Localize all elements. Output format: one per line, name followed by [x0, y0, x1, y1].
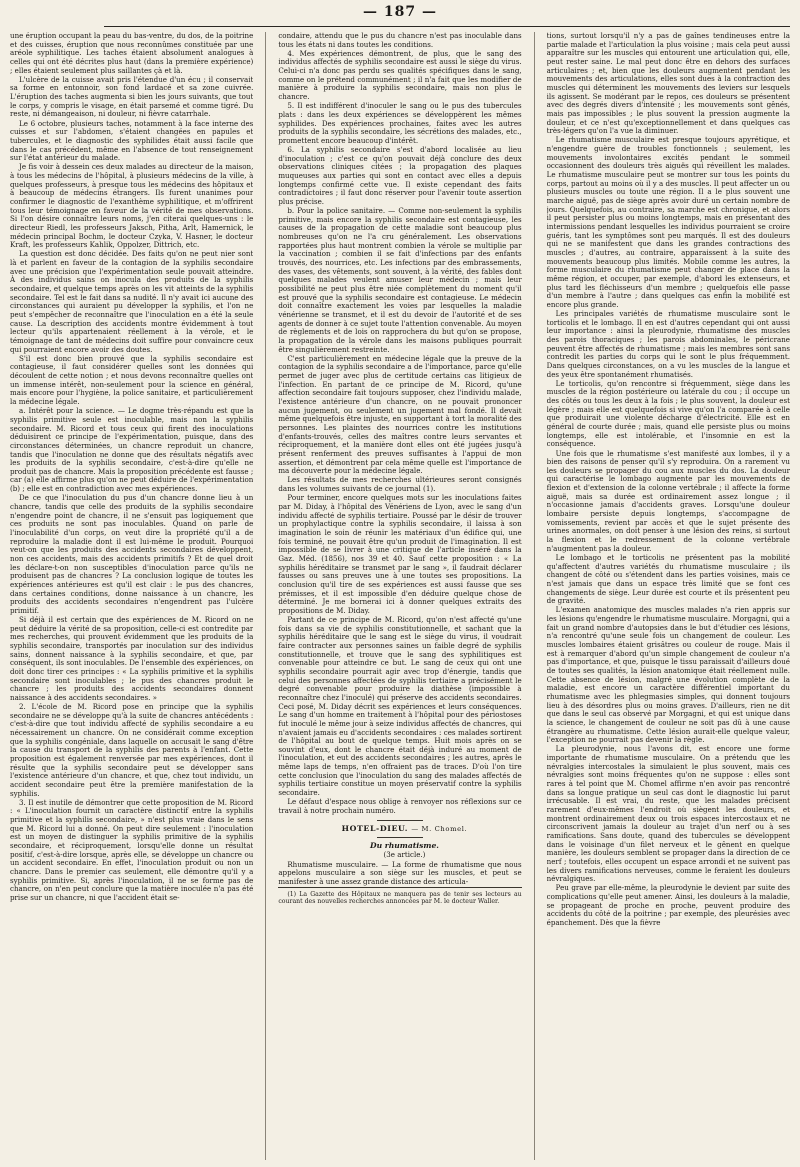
paragraph: 2. L'école de M. Ricord pose en principe que la syphilis secondaire ne se développe qu'à la suite de chancres antécédents : c'est-à-dire que tout individu affecté de syphilis secondaire a eu nécessairement un chancre. On ne considérait comme exception que la syphilis congéniale, dans laquelle on accusait le sang d'être la cause du transport de la syphilis des parents à l'enfant. Cette proposition est également renversée par mes expériences, dont il résulte que la syphilis secondaire peut se développer sans l'existence antérieure d'un chancre, et que, chez tout individu, un accident secondaire peut être la première manifestation de la syphilis.: [10, 702, 254, 798]
paragraph: Si déjà il est certain que des expériences de M. Ricord on ne peut déduire la vérité de sa proposition, celle-ci est contredite par mes recherches, qui prouvent évidemment que les produits de la syphilis secondaire, transportés par inoculation sur des individus sains, donnent naissance à la syphilis secondaire, et que, par conséquent, ils sont inoculables. De l'ensemble des expériences, on doit donc tirer ces principes : « La syphilis primitive et la syphilis secondaire sont inoculables ; le pus des chancres produit le chancre ; les produits des accidents secondaires donnent naissance à des accidents secondaires. »: [10, 614, 254, 702]
paragraph: Je fis voir à dessein ces deux malades au directeur de la maison, à tous les médecins de l'hôpital, à plusieurs médecins de la ville, à quelques professeurs, à presque tous les médecins des hôpitaux et à beaucoup de médecins étrangers. Ils furent unanimes pour confirmer le diagnostic de l'exanthème syphilitique, et m'offrirent tous leur témoignage en faveur de la vérité de mes observations. Si l'on désire connaître leurs noms, j'en citerai quelques-uns : le directeur Riedl, les professeurs Jaksch, Pitha, Arlt, Hamernick, le médecin principal Bochm, le docteur Czyka, V. Hasner, le docteur Kraft, les professeurs Kahlik, Oppolzer, Dittrich, etc.: [10, 162, 254, 250]
paragraph: C'est particulièrement en médecine légale que la preuve de la contagion de la syphilis secondaire a de l'importance, parce qu'elle permet de juger avec plus de certitude certains cas litigieux de l'infection. En partant de ce principe de M. Ricord, qu'une affection secondaire fait toujours supposer, chez l'individu malade, l'existence antérieure d'un chancre, on ne pouvait prononcer aucun jugement, ou seulement un jugement mal fondé. Il devait même quelquefois être injuste, en supportant à tort la moralité des personnes. Les plaintes des nourrices contre les institutions d'enfants-trouvés, celles des maîtres contre leurs servantes et réciproquement, et la manière dont elles ont été jugées jusqu'à présent renferment des preuves suffisantes à l'appui de mon assertion, et démontrent par cela même quelle est l'importance de ma découverte pour la médecine légale.: [278, 353, 522, 476]
paragraph: Les résultats de mes recherches ultérieures seront consignés dans les volumes suivants de ce journal (1).: [278, 475, 522, 494]
paragraph: Partant de ce principe de M. Ricord, qu'on n'est affecté qu'une fois dans sa vie de syphilis constitutionnelle, et sachant que la syphilis héréditaire que le sang est le siège du virus, il voudrait faire contracter aux personnes saines un faible degré de syphilis constitutionnelle, et trouve que le sang des syphilitiques est convenable pour atteindre ce but. Le sang de ceux qui ont une syphilis secondaire pourrait agir avec trop d'énergie, tandis que celui des personnes affectées de syphilis tertiaire a précisément le degré convenable pour produire la diathèse (impossible à reconnaître chez l'inoculé) qui préserve des accidents secondaires. Ceci posé, M. Diday décrit ses expériences et leurs conséquences. Le sang d'un homme en traitement à l'hôpital pour des périostoses fut inoculé le même jour à seize individus affectés de chancres, qui n'avaient jamais eu d'accidents secondaires : ces malades sortirent de l'hôpital au bout de quelque temps. Huit mois après on se souvint d'eux, dont le chancre était déjà induré au moment de l'inoculation, et eut des accidents secondaires ; les autres, après le même laps de temps, n'en offraient pas de traces. D'où l'on tire cette conclusion que l'inoculation du sang des malades affectés de syphilis tertiaire constitue un moyen préservatif contre la syphilis secondaire.: [278, 614, 522, 798]
paragraph: Les principales variétés de rhumatisme musculaire sont le torticolis et le lombago. Il en est d'autres cependant qui ont aussi leur importance : ainsi la pleurodynie, rhumatisme des muscles des parois thoraciques ; les parois abdominales, le péricrane peuvent être affectés de rhumatisme ; mais les membres sont sans contredit les parties du corps qui le sont le plus fréquemment. Dans quelques circonstances, on a vu les muscles de la langue et des yeux être spontanément rhumatisés.: [546, 309, 790, 379]
section-article-number: (3e article.): [383, 850, 426, 860]
section-subtitle: Du rhumatisme.: [370, 841, 439, 851]
paragraph: 6. La syphilis secondaire s'est d'abord localisée au lieu d'inoculation ; c'est ce qu'on pouvait déjà conclure des deux observations cliniques citées ; la propagation des plaques muqueuses aux parties qui sont en contact avec elles a depuis longtemps confirmé cette vue. Il existe cependant des faits contradictoires ; il faut donc réserver pour l'avenir toute assertion plus précise.: [278, 145, 522, 206]
paragraph: De ce que l'inoculation du pus d'un chancre donne lieu à un chancre, tandis que celle des produits de la syphilis secondaire n'engendre point de chancre, il ne s'ensuit pas logiquement que ces produits ne sont pas inoculables. Quand on parle de l'inoculabilité d'un corps, on veut dire la propriété qu'il a de reproduire la maladie dont il est lui-même le produit. Pourquoi veut-on que les produits des accidents secondaires développent, non ces accidents, mais des accidents primitifs ? Et de quel droit les déclare-t-on non susceptibles d'inoculation parce qu'ils ne produisent pas de chancres ? La conclusion logique de toutes les expériences antérieures est qu'il est clair : le pus des chancres, dans certaines conditions, donne naissance à un chancre, les produits des accidents secondaires n'engendrent pas l'ulcère primitif.: [10, 493, 254, 615]
paragraph: Une fois que le rhumatisme s'est manifesté aux lombes, il y a bien des raisons de penser qu'il s'y reproduira. On a rarement vu les douleurs se propager du cou aux muscles du dos. La douleur qui caractérise le lombago augmente par les mouvements de flexion et d'extension de la colonne vertébrale ; il affecte la forme aiguë, mais sa durée est ordinairement assez longue ; il n'occasionne jamais d'accidents graves. Lorsqu'une douleur lombaire persiste depuis longtemps, s'accompagne de vomissements, revient par accès et que le sujet présente des urines anormales, on doit penser à une lésion des reins, si surtout la flexion et le redressement de la colonne vertébrale n'augmentent pas la douleur.: [546, 448, 790, 553]
paragraph: S'il est donc bien prouvé que la syphilis secondaire est contagieuse, il faut considérer quelles sont les données qui découlent de cette notion ; et nous devons reconnaître quelles ont un immense intérêt, non-seulement pour la science en général, mais encore pour l'hygiène, la police sanitaire, et particulièrement la médecine légale.: [10, 353, 254, 407]
paragraph: Pour terminer, encore quelques mots sur les inoculations faites par M. Diday, à l'hôpital des Vénériens de Lyon, avec le sang d'un individu affecté de syphilis tertiaire. Poussé par le désir de trouver un prophylactique contre la syphilis secondaire, il laissa à son imagination le soin de réunir les matériaux d'un édifice qui, une fois terminé, ne pouvait être qu'un produit de l'imagination. Il est impossible de se livrer à une critique de l'article inséré dans la Gaz. Méd. (1856), nos 39 et 40. Sauf cette proposition : « La syphilis héréditaire se transmet par le sang », il faudrait déclarer fausses ou sans preuves une à une toutes ses propositions. La conclusion qu'il tire de ses expériences est aussi fausse que ses prémisses, et il est impossible d'en déduire quelque chose de déterminé. Je me bornerai ici à donner quelques extraits des propositions de M. Diday.: [278, 493, 522, 615]
page-number: — 187 —: [363, 4, 437, 20]
paragraph: Le lombago et le torticolis ne présentent pas la mobilité qu'affectent d'autres variétés du rhumatisme musculaire ; ils changent de côté ou s'étendent dans les parties voisines, mais ce n'est jamais que dans un espace très limité que se font ces changements de siège. Leur durée est courte et ils présentent peu de gravité.: [546, 552, 790, 606]
paragraph: 4. Mes expériences démontrent, de plus, que le sang des individus affectés de syphilis secondaire est aussi le siège du virus. Celui-ci n'a donc pas perdu ses qualités spécifiques dans le sang, comme on le prétend communément ; il n'a fait que les modifier de manière à produire la syphilis secondaire, mais non plus le chancre.: [278, 48, 522, 102]
paragraph: une éruption occupant la peau du bas-ventre, du dos, de la poitrine et des cuisses, éruption que nous reconnûmes constituée par une aréole syphilitique. Les taches étaient absolument analogues à celles qui ont été décrites plus haut (dans la première expérience) ; elles étaient seulement plus saillantes çà et là.: [10, 32, 254, 75]
column-divider: [534, 32, 535, 1160]
paragraph: Le torticolis, qu'on rencontre si fréquemment, siège dans les muscles de la région postérieure ou latérale du cou ; il occupe un des côtés ou tous les deux à la fois ; le plus souvent, la douleur est légère ; mais elle est quelquefois si vive qu'on l'a comparée à celle que produirait une violente décharge d'électricité. Elle est en général de courte durée ; mais, quand elle persiste plus ou moins longtemps, elle est intolérable, et l'insomnie en est la conséquence.: [546, 378, 790, 449]
column-right: [547, 32, 790, 1160]
paragraph: Le défaut d'espace nous oblige à renvoyer nos réflexions sur ce travail à notre prochain numéro.: [278, 797, 522, 815]
paragraph: b. Pour la police sanitaire. — Comme non-seulement la syphilis primitive, mais encore la syphilis secondaire est contagieuse, les causes de la propagation de cette maladie sont beaucoup plus nombreuses qu'on ne l'a cru généralement. Les observations rapportées plus haut montrent combien la vérole se multiplie par la vaccination ; combien il se fait d'infections par des enfants trouvés, des nourrices, etc. Les infections par des embrassements, des vases, des vêtements, sont souvent, à la vérité, des fables dont quelques malades veulent amuser leur médecin ; mais leur possibilité ne peut plus être niée complètement du moment qu'il est prouvé que la syphilis secondaire est contagieuse. Le médecin doit connaître exactement les voies par lesquelles la maladie vénérienne se transmet, et il est du devoir de l'autorité et de ses agents de donner à ce sujet toute l'attention convenable. Au moyen de règlements et de lois on rapprochera du but qu'on se propose, la propagation de la vérole dans les maisons publiques pourrait être singulièrement restreinte.: [278, 206, 522, 354]
column-divider: [265, 32, 266, 1160]
paragraph: Le 6 octobre, plusieurs taches, notamment à la face interne des cuisses et sur l'abdomen, s'étaient changées en papules et tubercules, et le diagnostic des syphilides était aussi facile que dans le cas précédent, même en l'absence de tout renseignement sur l'état antérieur du malade.: [10, 118, 254, 163]
paragraph: condaire, attendu que le pus du chancre n'est pas inoculable dans tous les états ni dans toutes les conditions.: [278, 32, 522, 49]
paragraph: La question est donc décidée. Des faits qu'on ne peut nier sont là et parlent en faveur de la contagion de la syphilis secondaire avec une précision que l'expérimentation seule pouvait atteindre. À des individus sains on inocula des produits de la syphilis secondaire, et quelque temps après on les vit atteints de la syphilis secondaire. Tel est le fait dans sa nudité. Il n'y avait ici aucune des circonstances qui auraient pu développer la syphilis, et l'on ne peut s'empêcher de reconnaître que l'inoculation en a été la seule cause. La description des accidents montre évidemment à tout lecteur qu'ils appartenaient réellement à la vérole, et le témoignage de tant de médecins doit suffire pour convaincre ceux qui pourraient encore avoir des doutes.: [10, 249, 254, 354]
paragraph: 5. Il est indifférent d'inoculer le sang ou le pus des tubercules plats : dans les deux expériences se développèrent les mêmes syphilides. Des expériences prochaines, faites avec les autres produits de la syphilis secondaire, les sécrétions des malades, etc., promettent encore beaucoup d'intérêt.: [278, 101, 522, 145]
header-rule: [104, 26, 790, 27]
section-title: [278, 825, 521, 834]
section-rule: [377, 820, 423, 821]
footnote: (1) La Gazette des Hôpitaux ne manquera pas de tenir ses lecteurs au courant des nouvelles recherches annoncées par M. le docteur Waller.: [278, 887, 521, 906]
column-middle: [278, 32, 521, 1160]
paragraph: tions, surtout lorsqu'il n'y a pas de gaînes tendineuses entre la partie malade et l'articulation la plus voisine ; mais cela peut aussi apparaître sur les muscles qui entourent une articulation qui, elle, peut rester saine. Le mal peut donc être en dehors des surfaces articulaires ; et, bien que les douleurs augmentent pendant les mouvements des articulations, elles sont dues à la contraction des muscles qui déterminent les mouvements des leviers sur lesquels ils agissent. Se modérant par le repos, ces douleurs se présentent avec des degrés divers d'intensité ; les mouvements sont gênés, mais pas impossibles ; le plus souvent la pression augmente la douleur, et ce n'est qu'exceptionnellement et dans quelques cas très-légers qu'on l'a vue la diminuer.: [546, 32, 790, 136]
paragraph: a. Intérêt pour la science. — Le dogme très-répandu est que la syphilis primitive seule est inoculable, mais non la syphilis secondaire. M. Ricord et tous ceux qui firent des inoculations déduisirent ce principe de l'expérimentation, puisque, dans des circonstances déterminées, un chancre reproduit un chancre, tandis que l'inoculation ne donne que des résultats négatifs avec les produits de la syphilis secondaire, c'est-à-dire qu'elle ne produit pas de chancre. Mais la proposition précédente est fausse ; car (a) elle affirme plus qu'on ne peut déduire de l'expérimentation (b) ; elle est en contradiction avec mes expériences.: [10, 406, 254, 494]
section-rule: [377, 837, 423, 838]
text-columns: [10, 32, 790, 1160]
column-left: [10, 32, 253, 1160]
paragraph: La pleurodynie, nous l'avons dit, est encore une forme importante de rhumatisme musculaire. On a prétendu que les névralgies intercostales la simulaient le plus souvent, mais ces névralgies sont moins fréquentes qu'on ne suppose : elles sont rares à tel point que M. Chomel affirme n'en avoir pas rencontré dans sa longue pratique un seul cas dont le diagnostic lui parut irrécusable. Il est vrai, du reste, que les malades précisent rarement d'eux-mêmes l'endroit où siègent les douleurs, et montrent ordinairement deux ou trois espaces intercostaux et ne circonscrivent jamais la douleur au trajet d'un nerf ou à ses ramifications. Sans doute, quand des tubercules se développent dans le voisinage d'un filet nerveux et le gênent en quelque manière, les douleurs semblent se propager dans la direction de ce nerf ; toutefois, elles occupent un espace arrondi et ne suivent pas les divers ramifications nerveuses, comme le feraient les douleurs névralgiques.: [546, 744, 790, 884]
paragraph: L'examen anatomique des muscles malades n'a rien appris sur les lésions qu'engendre le rhumatisme musculaire. Morgagni, qui a fait un grand nombre d'autopsies dans le but d'étudier ces lésions, n'a rencontré qu'une seule fois un changement de couleur. Les muscles lombaires étaient grisâtres ou couleur de rouge. Mais il est à remarquer d'abord qu'un simple changement de couleur n'a pas d'importance, et que, puisque le tissu paraissait d'ailleurs doué de toutes ses qualités, la lésion anatomique était réellement nulle. Cette absence de lésion, malgré une évolution complète de la maladie, est encore un caractère différentiel important du rhumatisme avec les phlegmasies simples, qui donnent toujours lieu à des désordres plus ou moins graves. D'ailleurs, rien ne dit que dans le seul cas observé par Morgagni, et qui est unique dans la science, le changement de couleur ne soit pas dû à une cause étrangère au rhumatisme. Cette lésion aurait-elle quelque valeur, l'exception ne pourrait pas devenir la règle.: [546, 605, 790, 745]
section-author: — M. Chomel.: [411, 824, 468, 833]
section-hospital: HOTEL-DIEU.: [341, 823, 409, 833]
paragraph: L'ulcère de la cuisse avait pris l'étendue d'un écu ; il conservait sa forme en entonnoir, son fond lardacé et sa zone cuivrée. L'éruption des taches augmenta si bien les jours suivants, que tout le corps, y compris le visage, en était parsemé et comme tigré. Du reste, ni démangeaison, ni douleur, ni fièvre catarrhale.: [10, 74, 254, 119]
paragraph: 3. Il est inutile de démontrer que cette proposition de M. Ricord : « L'inoculation fournit un caractère distinctif entre la syphilis primitive et la syphilis secondaire, » n'est plus vraie dans le sens que M. Ricord lui a donné. On peut dire seulement : l'inoculation est un moyen de distinguer la syphilis primitive de la syphilis secondaire, et réciproquement, lorsqu'elle donne un résultat positif, c'est-à-dire lorsque, après elle, se développe un chancre ou un accident secondaire. En effet, l'inoculation produit ou non un chancre. Dans le premier cas seulement, elle démontre qu'il y a syphilis primitive. Si, après l'inoculation, il ne se forme pas de chancre, on n'en peut conclure que la matière inoculée n'a pas été prise sur un chancre, ni que l'accident était se-: [10, 797, 254, 902]
paragraph: Rhumatisme musculaire. — La forme de rhumatisme que nous appelons musculaire a son siège sur les muscles, et peut se manifester à une assez grande distance des articula-: [278, 859, 522, 886]
paragraph: Peu grave par elle-même, la pleurodynie le devient par suite des complications qu'elle peut amener. Ainsi, les douleurs à la maladie, se propageant de proche en proche, peuvent produire des accidents du côté de la poitrine ; par exemple, des pleurésies avec épanchement. Dès que la fièvre: [546, 883, 790, 927]
paragraph: Le rhumatisme musculaire est presque toujours apyrétique, et n'engendre guère de troubles fonctionnels ; seulement, les mouvements involontaires excités pendant le sommeil occasionnent des douleurs très aiguës qui réveillent les malades. Le rhumatisme musculaire peut se montrer sur tous les points du corps, partout au moins où il y a des muscles. Il peut affecter un ou plusieurs muscles ou toute une région. Il a le plus souvent une marche aiguë, pas de siège après avoir duré un certain nombre de jours. Quelquefois, au contraire, sa marche est chronique, et alors il peut persister plus ou moins longtemps, mais en présentant des intermissions pendant lesquelles les individus pourraient se croire guéris, tant les symptômes sont peu marqués. Il est des douleurs qui ne se manifestent que dans les grandes contractions des muscles ; d'autres, au contraire, apparaissent à la suite des mouvements beaucoup plus limités. Mobile comme les autres, la forme musculaire du rhumatisme peut changer de place dans la même région, et occuper, par exemple, d'abord les extenseurs, et plus tard les fléchisseurs d'un membre ; quelquefois elle passe d'un membre à l'autre ; dans quelques cas enfin la mobilité est encore plus grande.: [546, 135, 790, 309]
